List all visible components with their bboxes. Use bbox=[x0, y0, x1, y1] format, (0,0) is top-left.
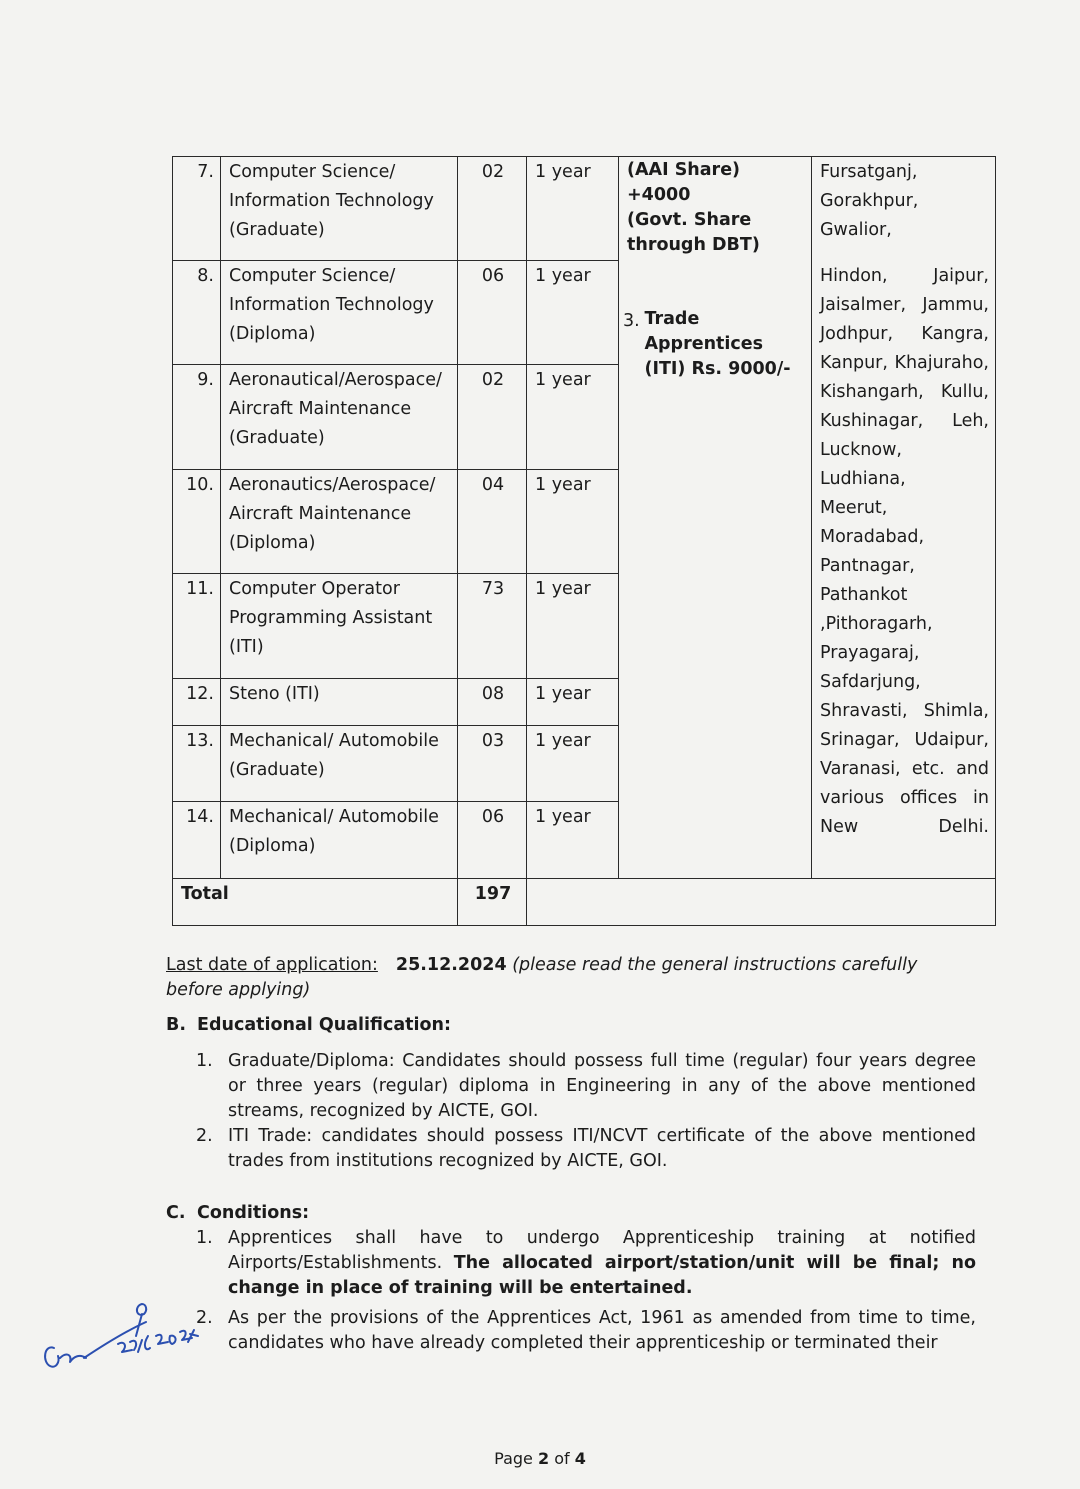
location-line: Moradabad, bbox=[820, 527, 925, 547]
list-item: 1. Apprentices shall have to undergo Apprenticeship training at notified Airports/Establishments. The allocated airport/station/unit will be final; no change in place of training will be entertained. bbox=[196, 1228, 976, 1298]
row-serial: 10. bbox=[173, 470, 221, 574]
row-duration: 1 year bbox=[527, 157, 619, 261]
row-serial: 13. bbox=[173, 726, 221, 802]
row-duration: 1 year bbox=[527, 365, 619, 470]
stipend-cell: (AAI Share) +4000 (Govt. Share through DBT) 3. Trade Apprentices (ITI) Rs. 9000/- bbox=[619, 157, 812, 879]
total-label: Total bbox=[173, 879, 458, 926]
location-line: New Delhi. bbox=[820, 817, 989, 837]
row-seats: 73 bbox=[458, 574, 527, 679]
row-duration: 1 year bbox=[527, 726, 619, 802]
location-line: Jaisalmer, Jammu, bbox=[820, 295, 989, 315]
row-seats: 03 bbox=[458, 726, 527, 802]
list-item: 2. As per the provisions of the Apprentices Act, 1961 as amended from time to time, candidates who have already completed their apprenticeship or terminated their bbox=[196, 1308, 976, 1353]
total-row bbox=[173, 879, 996, 926]
location-line: Kanpur, Khajuraho, bbox=[820, 353, 989, 373]
last-date-paragraph bbox=[166, 953, 976, 1003]
row-discipline: Computer Science/ Information Technology (Graduate) bbox=[221, 157, 458, 261]
section-b-heading: B. Educational Qualification: bbox=[166, 1015, 452, 1035]
row-duration: 1 year bbox=[527, 574, 619, 679]
location-line: ,Pithoragarh, bbox=[820, 614, 933, 634]
location-line: Varanasi, etc. and bbox=[820, 759, 989, 779]
location-line: Srinagar, Udaipur, bbox=[820, 730, 989, 750]
row-seats: 02 bbox=[458, 157, 527, 261]
location-line: Pathankot bbox=[820, 585, 908, 605]
location-line: Kushinagar, Leh, bbox=[820, 411, 989, 431]
row-discipline: Computer Science/ Information Technology (Diploma) bbox=[221, 261, 458, 365]
row-duration: 1 year bbox=[527, 261, 619, 365]
apprentice-seats-table bbox=[172, 156, 996, 926]
location-line: Kishangarh, Kullu, bbox=[820, 382, 989, 402]
row-serial: 14. bbox=[173, 802, 221, 879]
section-c-list bbox=[196, 1226, 976, 1356]
location-line: Prayagaraj, bbox=[820, 643, 920, 663]
row-discipline: Mechanical/ Automobile (Graduate) bbox=[221, 726, 458, 802]
last-date-value: 25.12.2024 bbox=[395, 955, 507, 975]
row-serial: 12. bbox=[173, 679, 221, 726]
row-discipline: Mechanical/ Automobile (Diploma) bbox=[221, 802, 458, 879]
location-line: various offices in bbox=[820, 788, 989, 808]
row-seats: 06 bbox=[458, 802, 527, 879]
list-item: 1. Graduate/Diploma: Candidates should possess full time (regular) four years degree or three years (regular) diploma in Engineering in any of the above mentioned streams, recognized by AICTE, GOI. bbox=[196, 1051, 976, 1121]
row-discipline: Aeronautics/Aerospace/ Aircraft Maintenance (Diploma) bbox=[221, 470, 458, 574]
location-line: Hindon, Jaipur, bbox=[820, 266, 989, 286]
location-line: Meerut, bbox=[820, 498, 888, 518]
row-duration: 1 year bbox=[527, 679, 619, 726]
handwritten-signature bbox=[38, 1296, 208, 1386]
row-seats: 06 bbox=[458, 261, 527, 365]
locations-cell: Fursatganj, Gorakhpur, Gwalior, Hindon, Jaipur, Jaisalmer, Jammu, Jodhpur, Kangra, Kanpur, Khajuraho, Kishangarh, Kullu, Kushinagar, Leh, Lucknow, Ludhiana, Meerut, Moradabad, Pantnagar, Pathankot ,Pithoragarh, Prayagaraj, Safdarjung, Shravasti, Shimla, Srinagar, Udaipur, Varanasi, etc. and various offices in New Delhi. bbox=[812, 157, 996, 879]
row-serial: 8. bbox=[173, 261, 221, 365]
total-empty-cell bbox=[527, 879, 996, 926]
last-date-label: Last date of application: bbox=[166, 955, 378, 975]
location-line: Pantnagar, bbox=[820, 556, 915, 576]
page-footer: Page 2 of 4 bbox=[494, 1449, 586, 1468]
row-serial: 7. bbox=[173, 157, 221, 261]
total-value: 197 bbox=[458, 879, 527, 926]
section-c-heading: C. Conditions: bbox=[166, 1203, 310, 1223]
row-discipline: Steno (ITI) bbox=[221, 679, 458, 726]
row-serial: 9. bbox=[173, 365, 221, 470]
row-seats: 04 bbox=[458, 470, 527, 574]
row-discipline: Computer Operator Programming Assistant (ITI) bbox=[221, 574, 458, 679]
section-b-list bbox=[196, 1049, 976, 1174]
row-seats: 02 bbox=[458, 365, 527, 470]
location-line: Lucknow, Ludhiana, bbox=[820, 440, 906, 489]
list-item: 2. ITI Trade: candidates should possess ITI/NCVT certificate of the above mentioned trades from institutions recognized by AICTE, GOI. bbox=[196, 1126, 976, 1171]
row-duration: 1 year bbox=[527, 802, 619, 879]
last-date-note: (please read the general instructions carefully before applying) bbox=[166, 955, 918, 1000]
location-line: Safdarjung, bbox=[820, 672, 921, 692]
row-duration: 1 year bbox=[527, 470, 619, 574]
row-discipline: Aeronautical/Aerospace/ Aircraft Maintenance (Graduate) bbox=[221, 365, 458, 470]
table-row bbox=[173, 157, 996, 261]
location-line: Jodhpur, Kangra, bbox=[820, 324, 989, 344]
row-serial: 11. bbox=[173, 574, 221, 679]
location-line: Shravasti, Shimla, bbox=[820, 701, 989, 721]
row-seats: 08 bbox=[458, 679, 527, 726]
